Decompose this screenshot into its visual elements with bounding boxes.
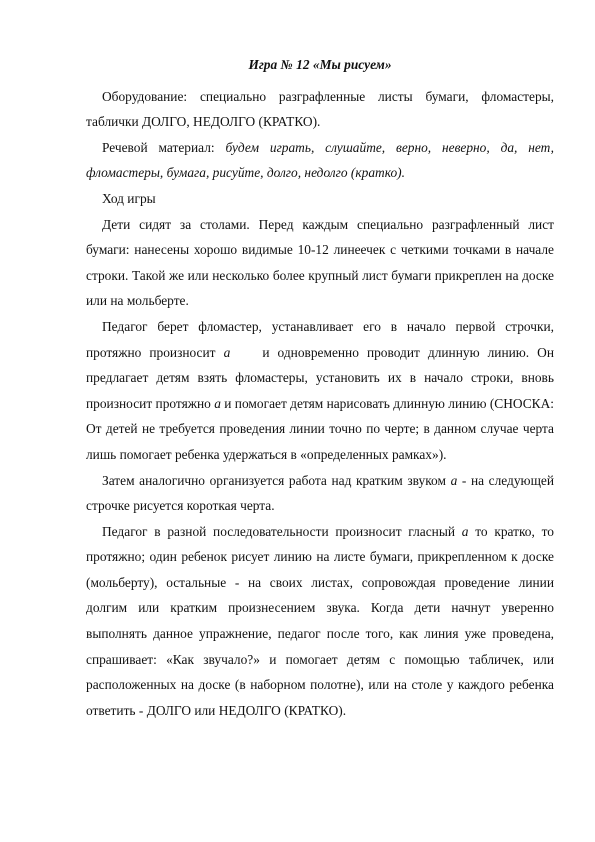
paragraph-2 — [86, 314, 554, 468]
document-page — [86, 52, 554, 723]
p2-text-a: Педагог берет фломастер, устанавливает его в начало первой строчки, протяжно произносит — [86, 318, 554, 360]
p4-text-b: то кратко, то протяжно; один ребенок рисует линию на листе бумаги, прикрепленном к доске (мольберту), остальные - на своих листах, сопровождая проведение линии долгим или кратким произнесением звука. Когда дети начнут уверенно выполнять данное упражнение, педагог после того, как линия уже проведена, спрашивает: «Как звучало?» и помогает детям с помощью табличек, или расположенных на доске (в наборном полотне), или на столе у каждого ребенка ответить - ДОЛГО или НЕДОЛГО (КРАТКО). — [86, 523, 554, 718]
page-title: Игра № 12 «Мы рисуем» — [248, 57, 392, 72]
paragraph-1: Дети сидят за столами. Перед каждым специально разграфленный лист бумаги: нанесены хорошо видимые 10-12 линеечек с четкими точками в начале строки. Такой же или несколько более крупный лист бумаги прикреплен на доске или на мольберте. — [86, 216, 554, 309]
p3-text-a: Затем аналогично организуется работа над кратким звуком — [102, 472, 446, 488]
paragraph-3 — [86, 468, 554, 519]
equipment-paragraph: Оборудование: специально разграфленные листы бумаги, фломастеры, таблички ДОЛГО, НЕДОЛГО (КРАТКО). — [86, 88, 554, 130]
course-heading: Ход игры — [102, 190, 156, 206]
vowel-a-2: а — [214, 395, 221, 411]
speech-words: будем играть, слушайте, верно, неверно, да, нет, фломастеры, бумага, рисуйте, долго, недолго (кратко). — [86, 139, 554, 181]
speech-label: Речевой материал: — [102, 139, 215, 155]
vowel-a-1: а — [223, 344, 231, 360]
p2-text-c: и помогает детям нарисовать длинную линию (СНОСКА: От детей не требуется проведения линии точно по черте; в данном случае черта лишь помогает ребенка удержаться в «определенных рамках»). — [86, 395, 554, 462]
p4-text-a: Педагог в разной последовательности произносит гласный — [102, 523, 456, 539]
speech-material-paragraph — [86, 135, 554, 186]
p3-text-b: - на следующей строчке рисуется короткая черта. — [86, 472, 554, 514]
vowel-a-4: а — [461, 523, 469, 539]
vowel-a-3: а — [450, 472, 458, 488]
paragraph-4 — [86, 519, 554, 724]
p2-text-b: и одновременно проводит длинную линию. Он предлагает детям взять фломастеры, установить их в начало строки, вновь произносит протяжно — [86, 344, 554, 411]
